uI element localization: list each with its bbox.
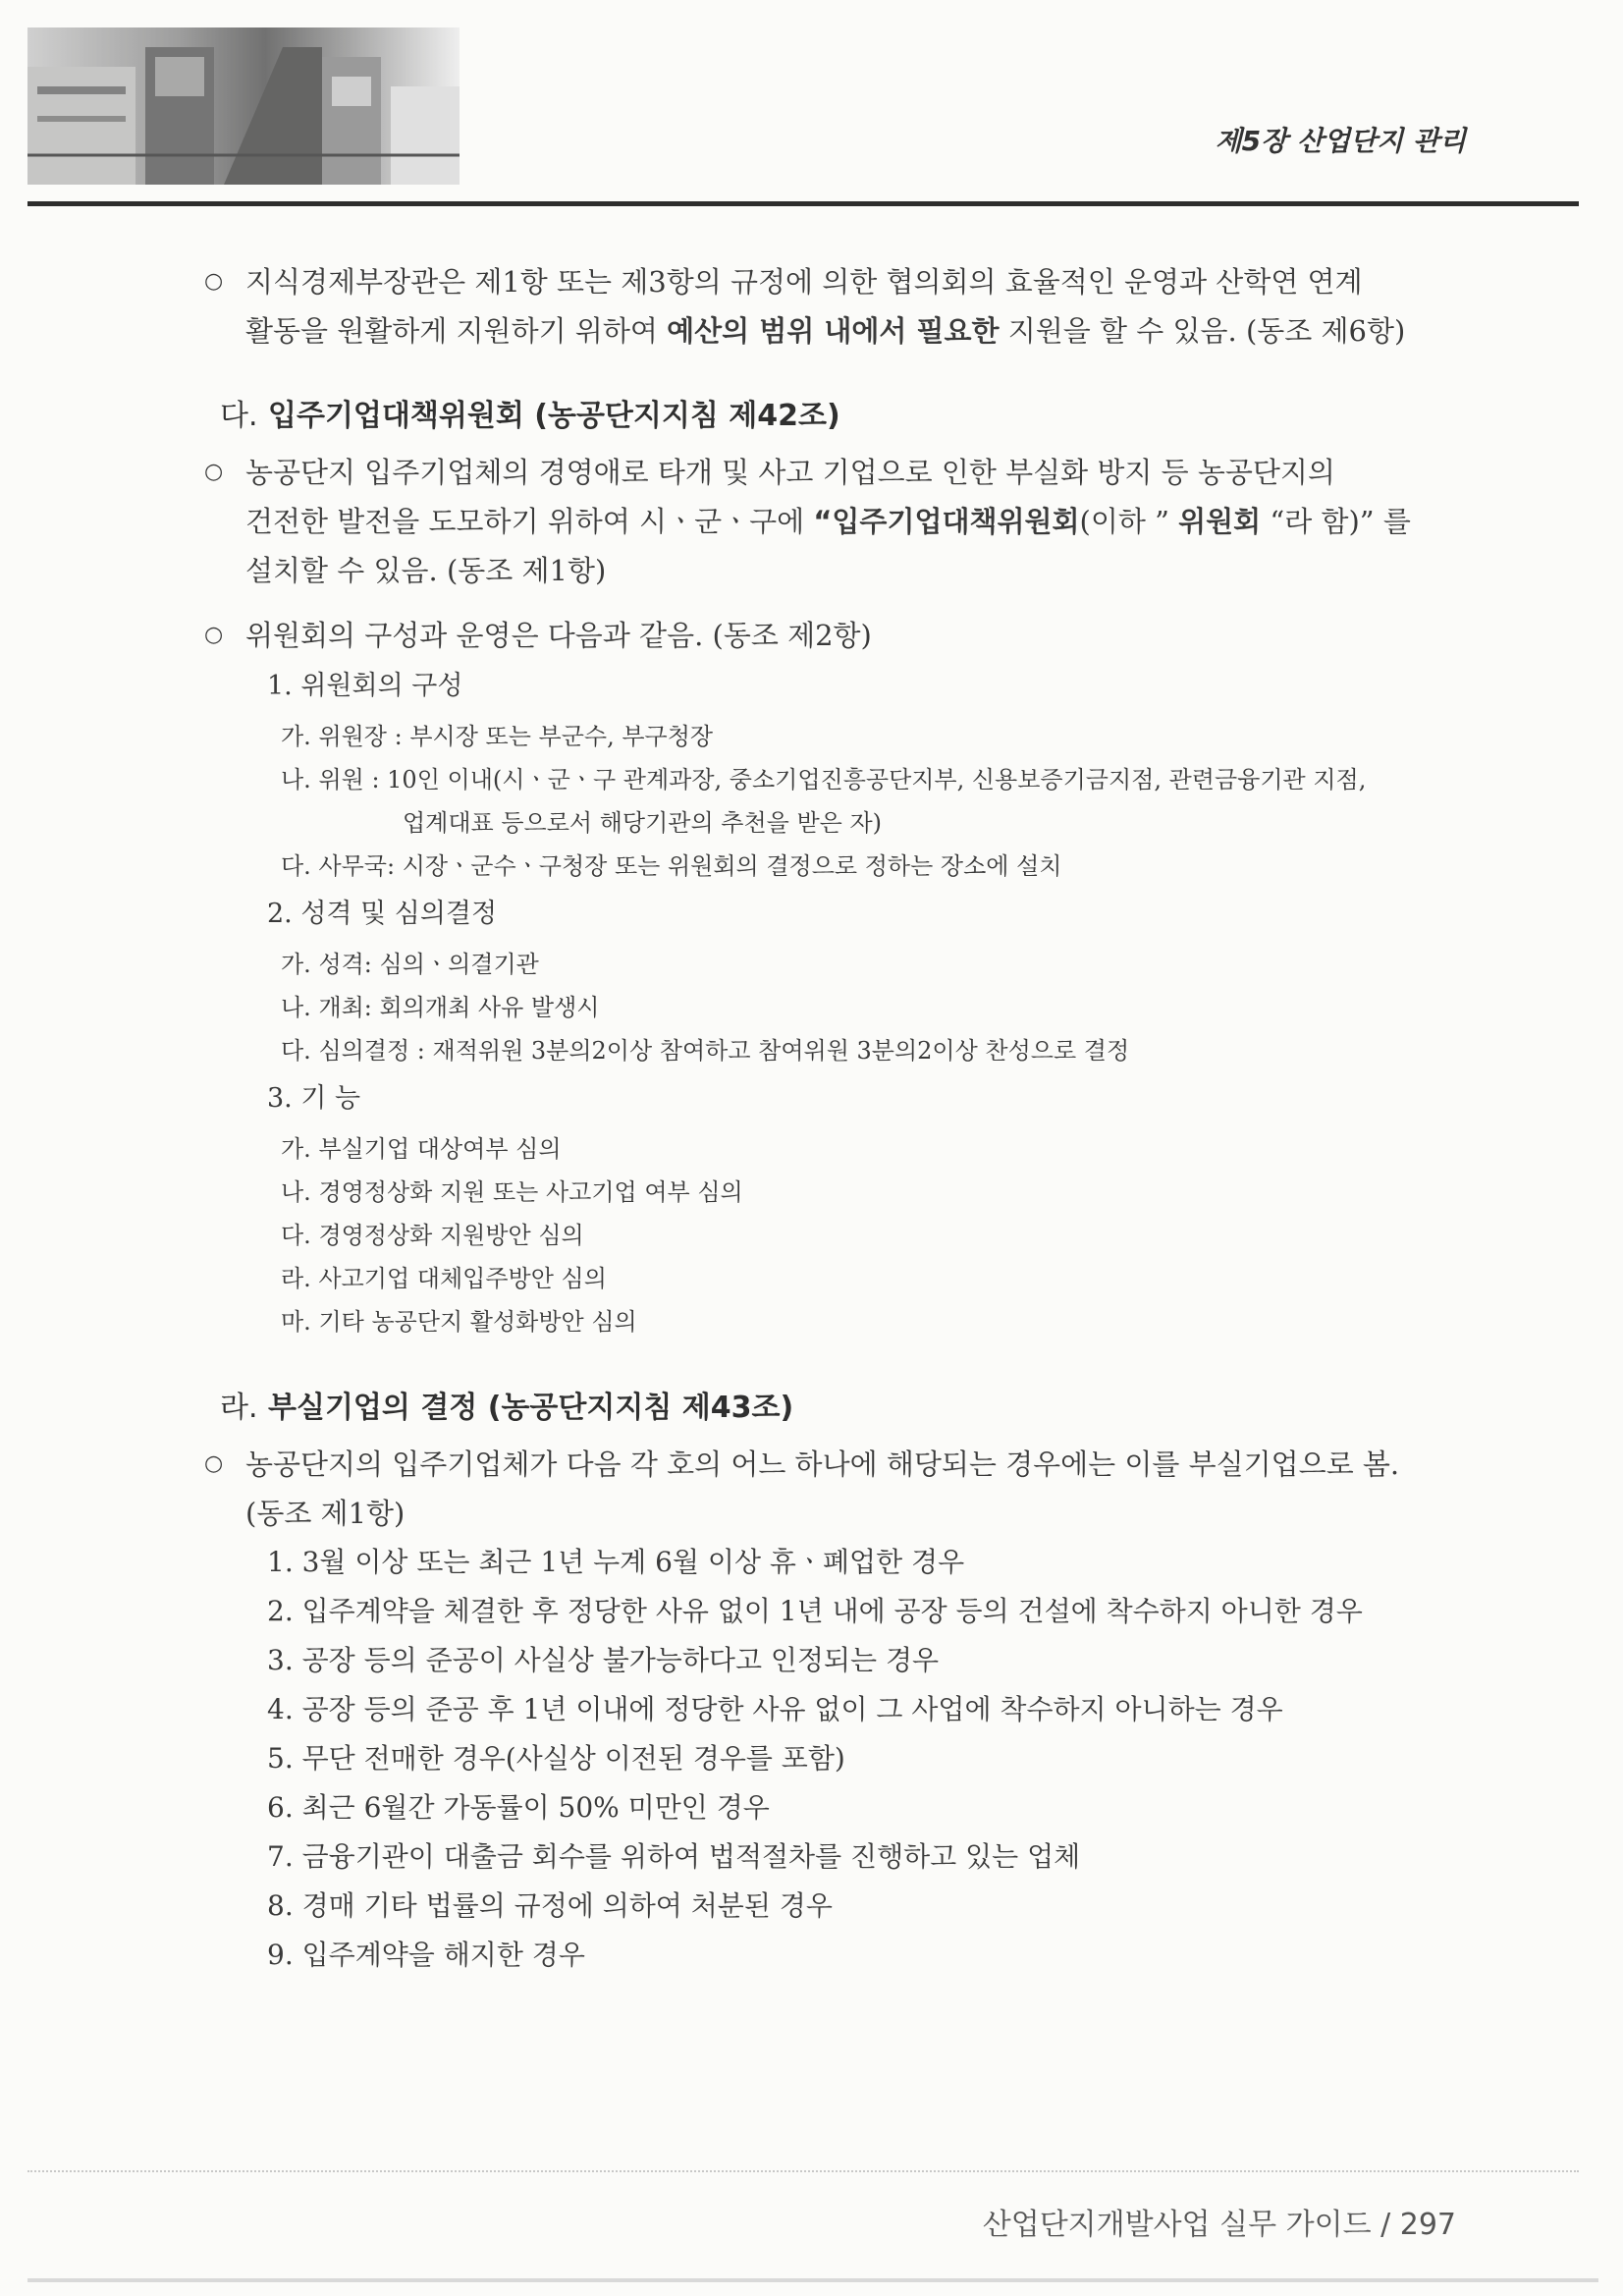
list-item: 다. 사무국: 시장ㆍ군수ㆍ구청장 또는 위원회의 결정으로 정하는 장소에 설치: [281, 852, 1062, 880]
header-factory-image: [27, 27, 460, 185]
list-item: 나. 위원 : 10인 이내(시ㆍ군ㆍ구 관계과장, 중소기업진흥공단지부, 신용보증기금지점, 관련금융기관 지점,: [281, 766, 1367, 793]
list-item: 나. 개최: 회의개최 사유 발생시: [281, 994, 600, 1021]
header-rule: [27, 201, 1579, 206]
list-item: 라. 사고기업 대체입주방안 심의: [281, 1265, 607, 1292]
list-item: 4. 공장 등의 준공 후 1년 이내에 정당한 사유 없이 그 사업에 착수하지 아니하는 경우: [267, 1693, 1283, 1725]
section-da-p1-line-2: [245, 497, 1434, 546]
group-2-heading: 2. 성격 및 심의결정: [267, 899, 498, 929]
section-da-p1-b: 건전한 발전을 도모하기 위하여 시ㆍ군ㆍ구에: [245, 505, 814, 538]
main-content: [196, 257, 1434, 1980]
section-ra-p1-line-2: (동조 제1항): [245, 1497, 406, 1530]
group-3-items: [267, 1127, 1434, 1343]
intro-line-2-a: 활동을 원활하게 지원하기 위하여: [245, 314, 668, 348]
list-item: 8. 경매 기타 법률의 규정에 의하여 처분된 경우: [267, 1889, 833, 1922]
list-item: 다. 심의결정 : 재적위원 3분의2이상 참여하고 참여위원 3분의2이상 찬성으로 결정: [281, 1037, 1130, 1065]
group-1-heading: 1. 위원회의 구성: [267, 671, 463, 701]
chapter-title: 제5장 산업단지 관리: [1215, 125, 1466, 157]
group-3-heading: 3. 기 능: [267, 1083, 361, 1114]
group-2-items: [267, 943, 1434, 1072]
section-ra-title: [220, 1383, 1434, 1426]
list-item: 가. 부실기업 대상여부 심의: [281, 1135, 562, 1163]
footer-rule: [27, 2278, 1598, 2282]
intro-line-2-c: 지원을 할 수 있음. (동조 제6항): [999, 314, 1406, 348]
section-da-p1-c: “입주기업대책위원회: [813, 505, 1080, 538]
list-item: 6. 최근 6월간 가동률이 50% 미만인 경우: [267, 1791, 770, 1824]
bullet-icon: ○: [204, 269, 224, 294]
list-item: 7. 금융기관이 대출금 회수를 위하여 법적절차를 진행하고 있는 업체: [267, 1840, 1081, 1873]
list-item: 나. 경영정상화 지원 또는 사고기업 여부 심의: [281, 1178, 743, 1206]
section-ra-p1-line-1: 농공단지의 입주기업체가 다음 각 호의 어느 하나에 해당되는 경우에는 이를 부실기업으로 봄.: [245, 1448, 1400, 1481]
list-item: 5. 무단 전매한 경우(사실상 이전된 경우를 포함): [267, 1742, 845, 1775]
section-da-p1-f: “라 함)” 를: [1261, 505, 1411, 538]
list-item: 1. 3월 이상 또는 최근 1년 누계 6월 이상 휴ㆍ폐업한 경우: [267, 1546, 965, 1578]
section-da-p1-d: (이하 ”: [1079, 505, 1179, 538]
section-ra-number: 라.: [220, 1391, 258, 1425]
section-da-title: [220, 391, 1434, 434]
list-item: 2. 입주계약을 체결한 후 정당한 사유 없이 1년 내에 공장 등의 건설에 착수하지 아니한 경우: [267, 1595, 1363, 1627]
section-ra-heading: 부실기업의 결정 (농공단지지침 제43조): [267, 1391, 794, 1425]
group-1-items: [267, 715, 1434, 888]
section-da-p1-e: 위원회: [1178, 505, 1262, 538]
list-item: 3. 공장 등의 준공이 사실상 불가능하다고 인정되는 경우: [267, 1644, 940, 1676]
list-item: 다. 경영정상화 지원방안 심의: [281, 1222, 584, 1249]
list-item: 마. 기타 농공단지 활성화방안 심의: [281, 1308, 637, 1336]
committee-details: [196, 664, 1434, 1343]
section-da-p1-line-3: 설치할 수 있음. (동조 제1항): [245, 554, 607, 587]
insolvent-criteria-list: [196, 1538, 1434, 1980]
section-da-p1-line-1: 농공단지 입주기업체의 경영애로 타개 및 사고 기업으로 인한 부실화 방지 등 농공단지의: [245, 456, 1335, 489]
list-item: 9. 입주계약을 해지한 경우: [267, 1939, 585, 1971]
list-item: 가. 성격: 심의ㆍ의결기관: [281, 951, 539, 978]
footer-dotted-rule: [27, 2170, 1579, 2174]
intro-paragraph: [196, 257, 1434, 355]
intro-line-2-emphasis: 예산의 범위 내에서 필요한: [667, 314, 1000, 348]
section-da-p2-text: 위원회의 구성과 운영은 다음과 같음. (동조 제2항): [245, 619, 872, 652]
section-da-number: 다.: [220, 399, 258, 433]
page-footer: 산업단지개발사업 실무 가이드 / 297: [982, 2208, 1456, 2242]
intro-line-2: [245, 306, 1434, 355]
section-da-paragraph-2: [196, 611, 1434, 660]
list-item: 가. 위원장 : 부시장 또는 부군수, 부구청장: [281, 723, 714, 750]
section-da-heading: 입주기업대책위원회 (농공단지지침 제42조): [267, 399, 840, 433]
bullet-icon: ○: [204, 623, 224, 647]
bullet-icon: ○: [204, 1451, 224, 1476]
intro-line-1: 지식경제부장관은 제1항 또는 제3항의 규정에 의한 협의회의 효율적인 운영과 산학연 연계: [245, 265, 1363, 299]
list-item-continuation: 업계대표 등으로서 해당기관의 추천을 받은 자): [403, 809, 883, 837]
bullet-icon: ○: [204, 460, 224, 484]
section-da-paragraph-1: [196, 448, 1434, 595]
section-ra-paragraph: [196, 1440, 1434, 1538]
